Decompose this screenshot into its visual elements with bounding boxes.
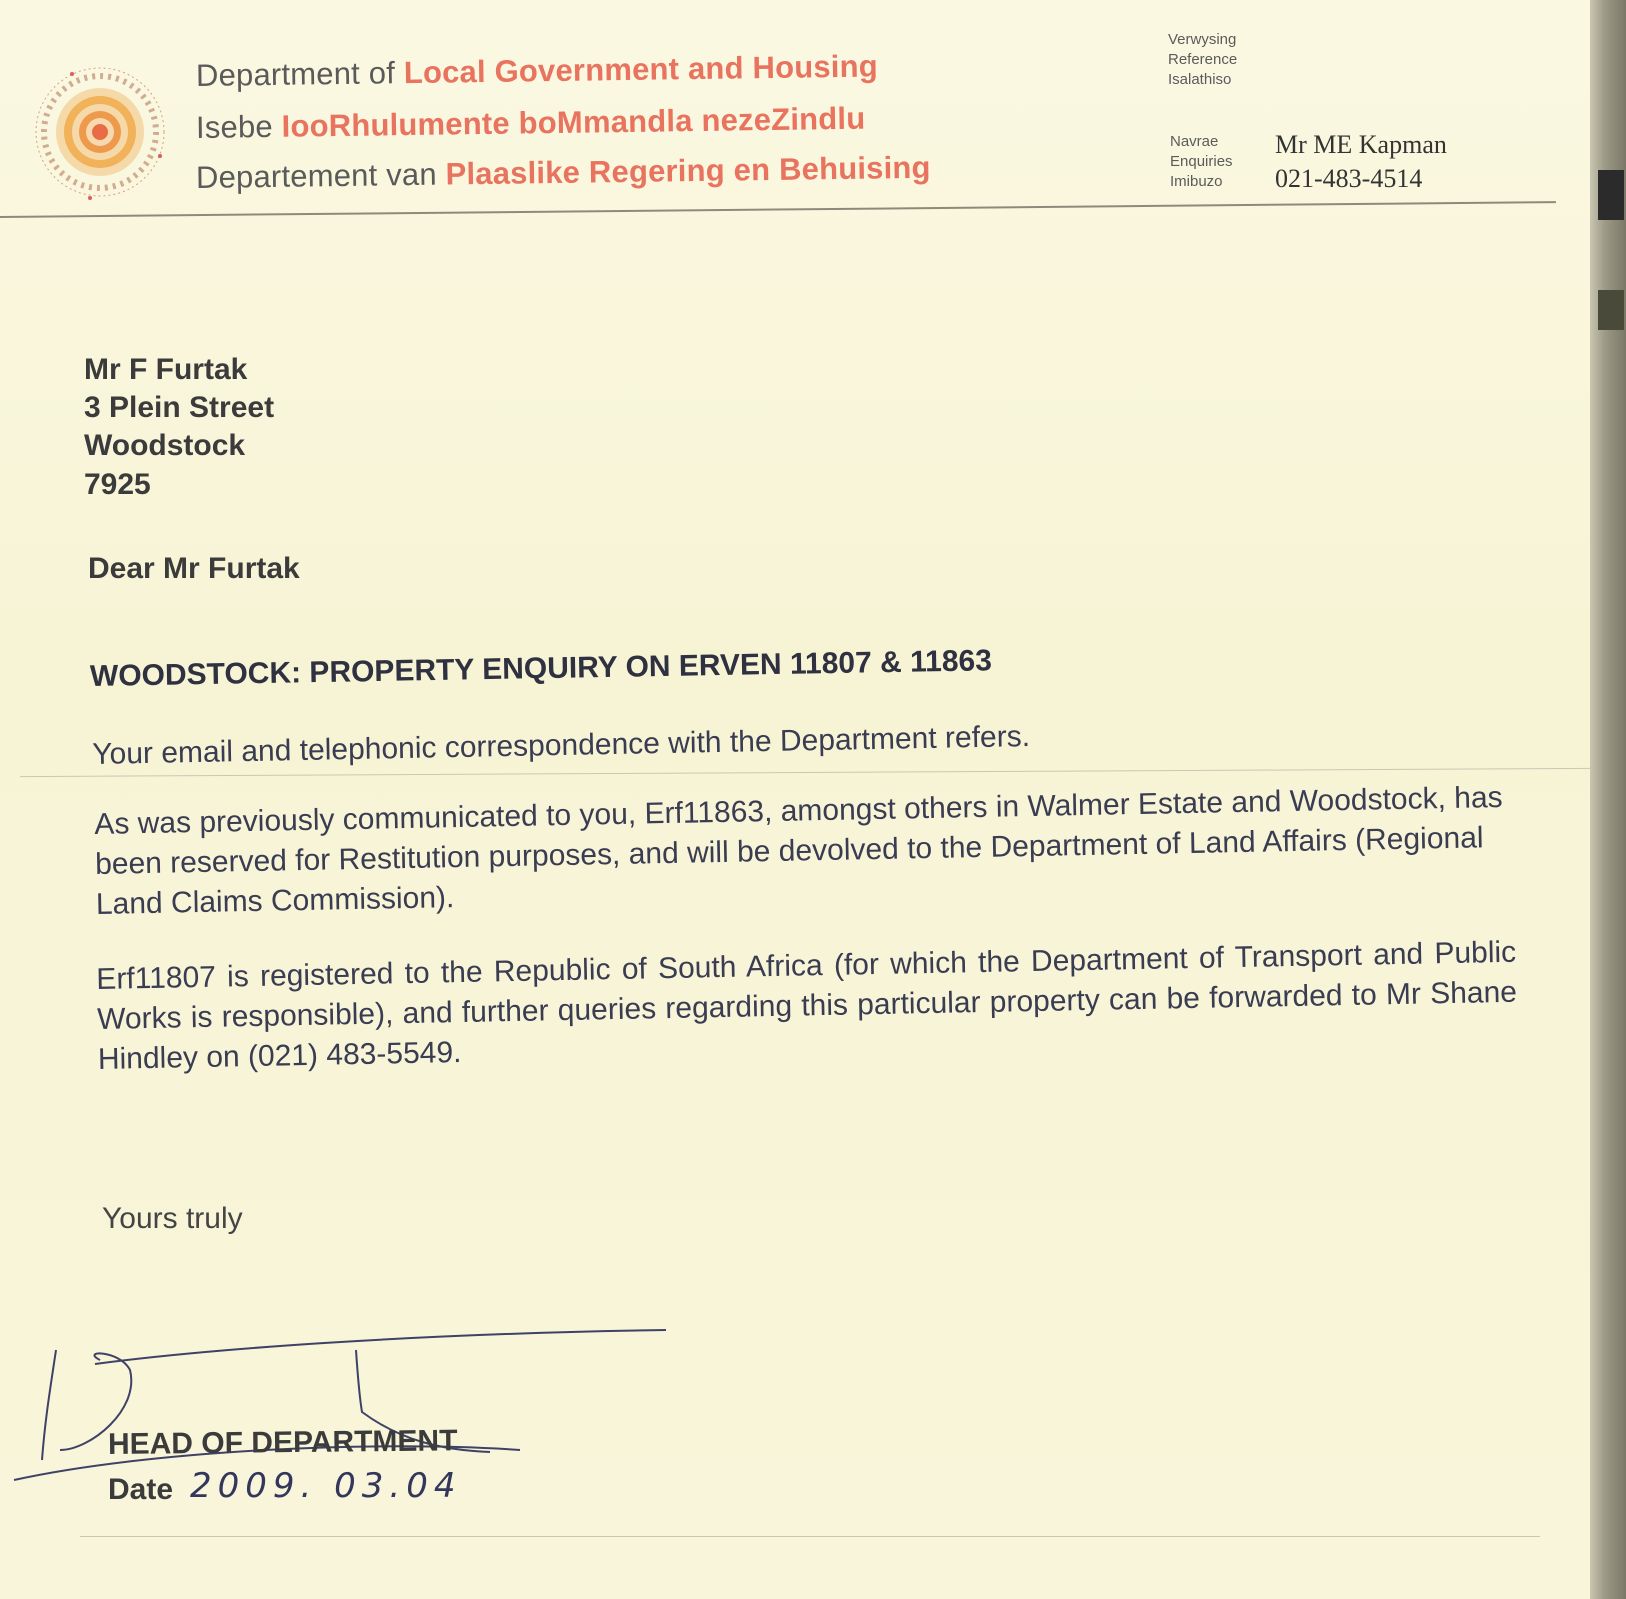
handwritten-date: 2009. 03.04	[190, 1466, 462, 1506]
address-line: 3 Plein Street	[84, 391, 275, 424]
subject-line: WOODSTOCK: PROPERTY ENQUIRY ON ERVEN 11807 & 11863	[89, 644, 993, 693]
signatory-title: HEAD OF DEPARTMENT	[107, 1424, 458, 1461]
department-title: IooRhulumente boMmandla nezeZindlu	[281, 100, 866, 144]
fold-line	[80, 1536, 1540, 1537]
contact-name: Mr ME Kapman	[1275, 130, 1447, 159]
department-prefix: Department of	[195, 55, 405, 93]
header-divider	[0, 201, 1556, 218]
enquiry-labels	[1170, 132, 1233, 192]
sun-emblem-icon	[30, 58, 170, 208]
body-paragraph: As was previously communicated to you, Erf11863, amongst others in Walmer Estate and Woodstock, has been reserved for Restitution purposes, and will be devolved to the Department of Land Affairs (Regional Land Claims Commission).	[94, 780, 1503, 921]
scan-mark	[1598, 170, 1624, 220]
address-line: 7925	[84, 468, 151, 501]
enquiry-label: Enquiries	[1170, 153, 1233, 170]
salutation: Dear Mr Furtak	[88, 552, 300, 585]
reference-label: Isalathiso	[1168, 71, 1232, 88]
department-title: Local Government and Housing	[403, 48, 879, 91]
reference-labels	[1168, 30, 1237, 90]
reference-label: Verwysing	[1168, 31, 1237, 48]
department-name-afrikaans	[196, 150, 931, 196]
date-label: Date	[108, 1473, 174, 1506]
department-prefix: Isebe	[195, 108, 282, 145]
scan-mark	[1598, 290, 1624, 330]
body-paragraph: Your email and telephonic correspondence with the Department refers.	[92, 719, 1031, 771]
enquiry-label: Navrae	[1170, 133, 1219, 150]
contact-phone: 021-483-4514	[1275, 164, 1423, 193]
department-title: Plaaslike Regering en Behuising	[445, 149, 931, 192]
reference-label: Reference	[1168, 51, 1238, 68]
body-paragraph: Erf11807 is registered to the Republic of South Africa (for which the Department of Transport and Public Works is responsible), and further queries regarding this particular property can be forwarded to Mr Shane Hindley on (021) 483-5549.	[96, 935, 1518, 1076]
department-name-xhosa	[196, 101, 866, 146]
address-line: Woodstock	[84, 429, 246, 462]
enquiry-label: Imibuzo	[1170, 173, 1223, 190]
department-prefix: Departement van	[195, 156, 446, 195]
address-line: Mr F Furtak	[84, 353, 248, 386]
western-cape-logo	[30, 58, 170, 208]
department-name-english	[196, 48, 878, 94]
closing: Yours truly	[102, 1202, 243, 1235]
scan-edge	[1590, 0, 1626, 1599]
